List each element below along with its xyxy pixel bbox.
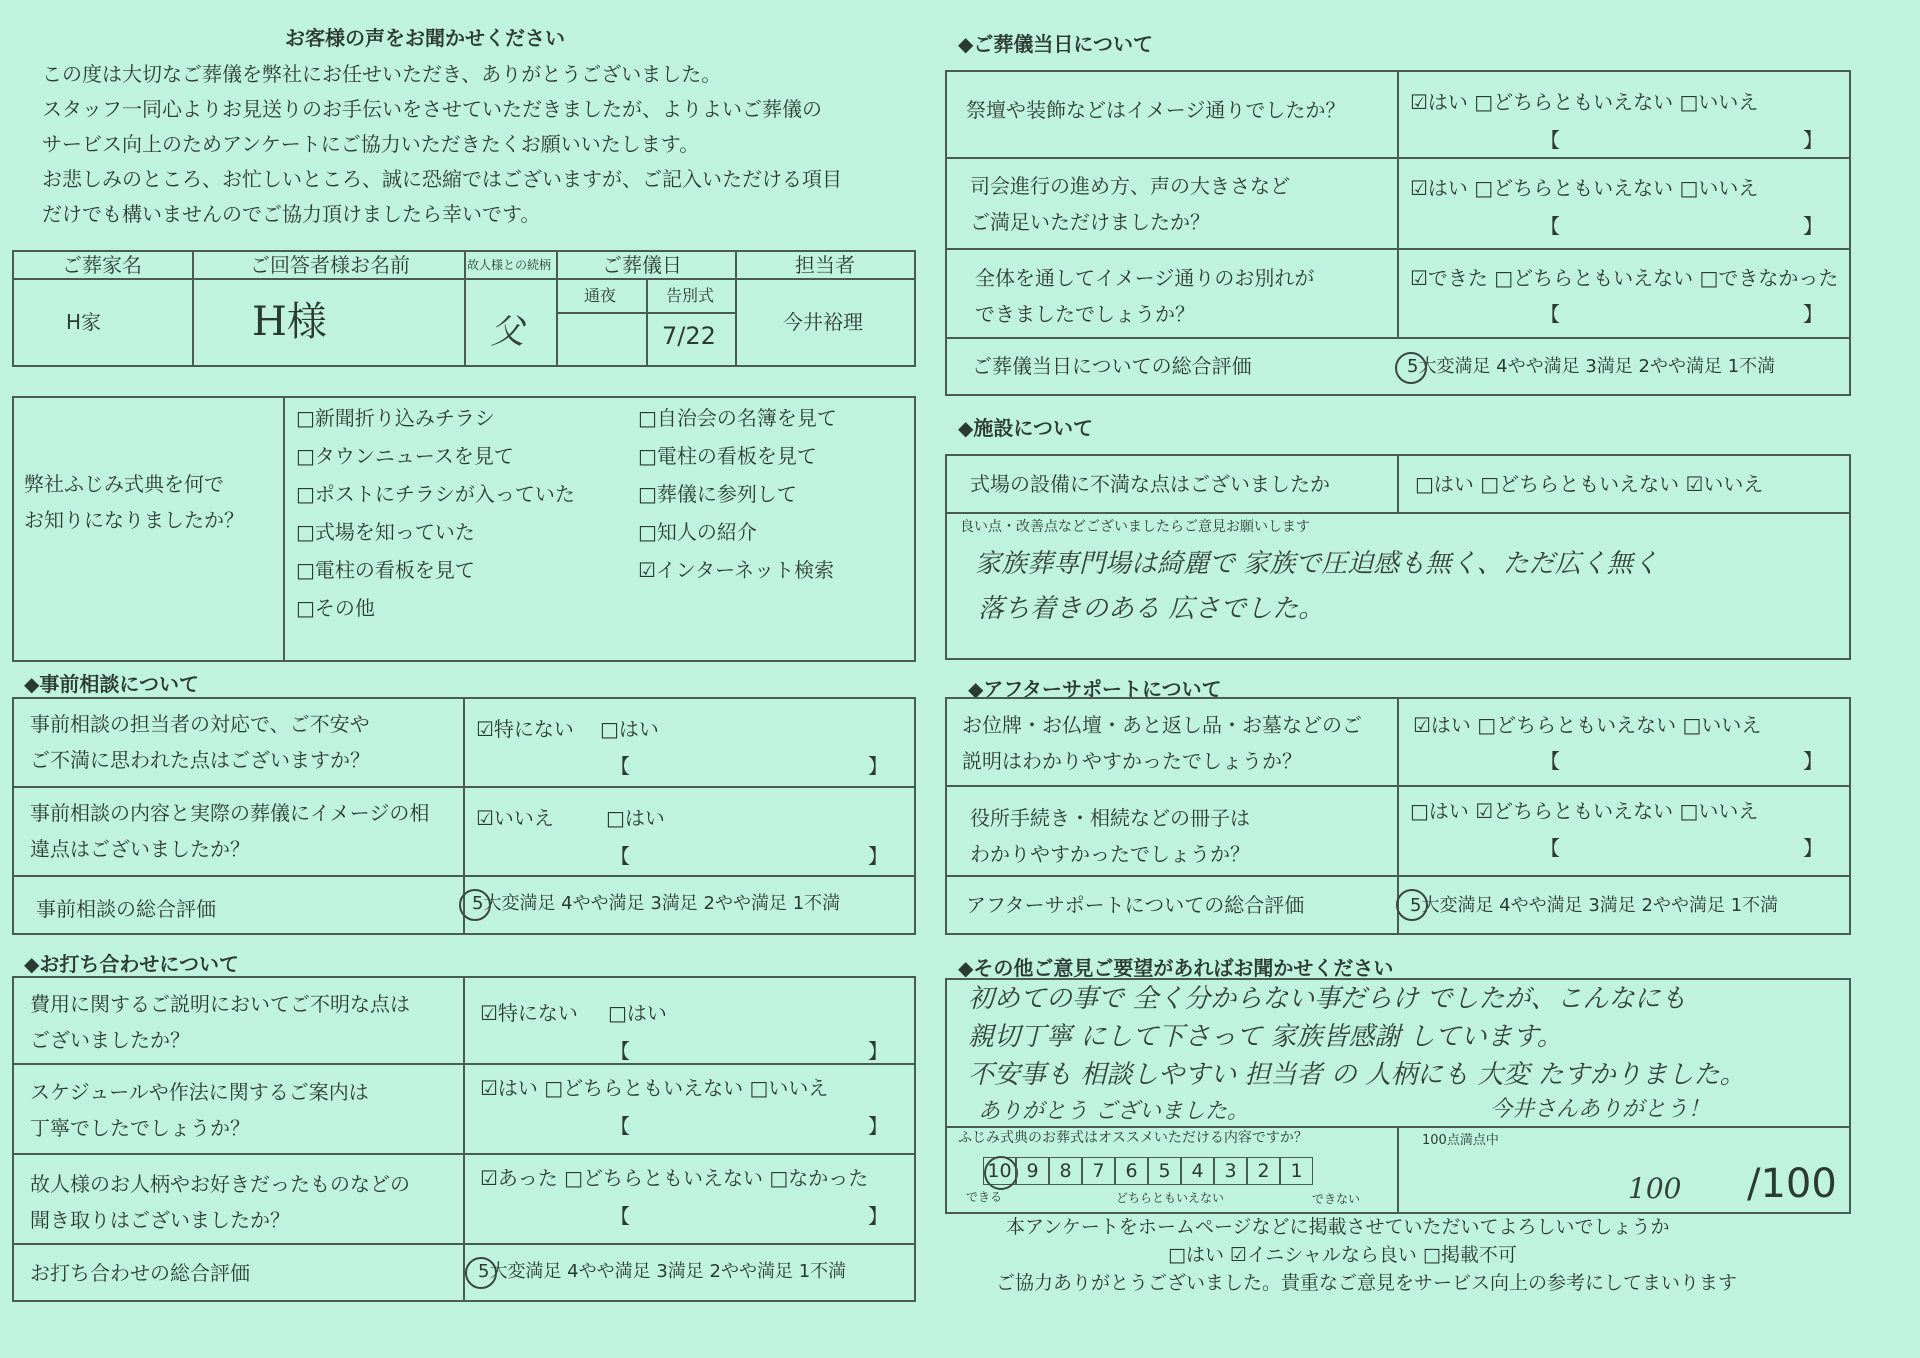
meeting-rating-scale[interactable]: 5大変満足 4やや満足 3満足 2やや満足 1不満 (478, 1261, 847, 1282)
value-relation: 父 (490, 312, 524, 352)
source-option-1[interactable]: □新聞折り込みチラシ (296, 406, 495, 430)
other-title: ◆その他ご意見ご要望があればお聞かせください (958, 956, 1394, 980)
intro-line-3: サービス向上のためアンケートにご協力いただきたくお願いいたします。 (42, 132, 700, 156)
recommend-digit-7[interactable]: 7 (1082, 1157, 1115, 1185)
footer-question: 本アンケートをホームページなどに掲載させていただいてよろしいでしょうか (1006, 1216, 1670, 1238)
funeral-day-q1-answer[interactable]: ☑はい □どちらともいえない □いいえ (1410, 90, 1759, 114)
intro-line-1: この度は大切なご葬儀を弊社にお任せいただき、ありがとうございました。 (42, 62, 722, 86)
survey-title: お客様の声をお聞かせください (285, 26, 565, 50)
other-line-1: 初めての事で 全く分からない事だらけ でしたが、こんなにも (968, 984, 1687, 1014)
footer-options[interactable]: □はい ☑イニシャルなら良い □掲載不可 (1168, 1244, 1517, 1266)
score-label: 100点満点中 (1422, 1133, 1499, 1148)
facility-comment-line-2: 落ち着きのある 広さでした。 (978, 594, 1325, 624)
score-max: /100 (1747, 1161, 1837, 1207)
funeral-day-q3: 全体を通してイメージ通りのお別れが できましたでしょうか？ (975, 266, 1315, 326)
pre-consult-rating-label: 事前相談の総合評価 (36, 897, 216, 921)
after-support-rating-scale[interactable]: 5大変満足 4やや満足 3満足 2やや満足 1不満 (1410, 895, 1779, 916)
intro-line-4: お悲しみのところ、お忙しいところ、誠に恐縮ではございますが、ご記入いただける項目 (42, 167, 842, 191)
funeral-day-q1: 祭壇や装飾などはイメージ通りでしたか？ (966, 98, 1346, 122)
recommend-digit-2[interactable]: 2 (1247, 1157, 1280, 1185)
meeting-q1: 費用に関するご説明においてご不明な点は ございましたか？ (30, 992, 410, 1052)
facility-q1-answer[interactable]: □はい □どちらともいえない ☑いいえ (1415, 472, 1764, 496)
facility-q1: 式場の設備に不満な点はございましたか (970, 472, 1330, 496)
source-option-4[interactable]: □式場を知っていた (296, 520, 475, 544)
value-respondent: H様 (252, 299, 327, 345)
meeting-rating-circle (465, 1257, 497, 1289)
header-wake: 通夜 (584, 286, 617, 305)
pre-consult-rating-circle (459, 889, 491, 921)
recommend-digit-9[interactable]: 9 (1016, 1157, 1049, 1185)
pre-consult-q1-a1[interactable]: ☑特にない (476, 717, 574, 741)
funeral-day-title: ◆ご葬儀当日について (958, 32, 1153, 56)
funeral-day-q3-answer[interactable]: ☑できた □どちらともいえない □できなかった (1410, 266, 1839, 290)
header-respondent: ご回答者様お名前 (250, 253, 410, 277)
recommend-left-label: できる (966, 1190, 1003, 1204)
recommend-right-label: できない (1312, 1192, 1361, 1206)
meeting-q2: スケジュールや作法に関するご案内は 丁寧でしたでしょうか？ (30, 1080, 369, 1140)
facility-comment-label: 良い点・改善点などございましたらご意見お願いします (960, 519, 1310, 535)
score-value: 100 (1628, 1172, 1682, 1205)
funeral-day-q2: 司会進行の進め方、声の大きさなど ご満足いただけましたか？ (970, 174, 1290, 234)
after-support-q1: お位牌・お仏壇・あと返し品・お墓などのご 説明はわかりやすかったでしょうか？ (962, 713, 1362, 773)
source-option-2[interactable]: □タウンニュースを見て (296, 444, 514, 468)
footer-thanks: ご協力ありがとうございました。貴重なご意見をサービス向上の参考にしてまいります (996, 1272, 1738, 1294)
source-option-5[interactable]: □電柱の看板を見て (296, 558, 475, 582)
meeting-q3-answer[interactable]: ☑あった □どちらともいえない □なかった (480, 1166, 869, 1190)
recommend-label: ふじみ式典のお葬式はオススメいただける内容ですか？ (958, 1130, 1308, 1146)
after-support-q1-answer[interactable]: ☑はい □どちらともいえない □いいえ (1413, 713, 1762, 737)
recommend-digit-6[interactable]: 6 (1115, 1157, 1148, 1185)
value-ceremony: 7/22 (662, 322, 716, 350)
recommend-digit-3[interactable]: 3 (1214, 1157, 1247, 1185)
recommend-digit-1[interactable]: 1 (1280, 1157, 1313, 1185)
funeral-day-rating-label: ご葬儀当日についての総合評価 (972, 354, 1252, 378)
funeral-day-q2-answer[interactable]: ☑はい □どちらともいえない □いいえ (1410, 176, 1759, 200)
source-option-6[interactable]: □その他 (296, 596, 375, 620)
other-line-3: 不安事も 相談しやすい 担当者 の 人柄にも 大変 たすかりました。 (968, 1060, 1746, 1090)
intro-line-2: スタッフ一同心よりお見送りのお手伝いをさせていただきましたが、よりよいご葬儀の (42, 97, 822, 121)
meeting-title: ◆お打ち合わせについて (24, 952, 239, 976)
header-relation: 故人様との続柄 (467, 258, 552, 272)
header-date: ご葬儀日 (602, 253, 682, 277)
meeting-q1-a1[interactable]: ☑特にない (480, 1001, 578, 1025)
recommend-circle (984, 1156, 1018, 1190)
source-question: 弊社ふじみ式典を何で お知りになりましたか？ (24, 472, 244, 532)
other-signature: 今井さんありがとう！ (1490, 1097, 1711, 1122)
source-option-3[interactable]: □ポストにチラシが入っていた (296, 482, 575, 506)
after-support-rating-circle (1396, 889, 1428, 921)
source-option-11[interactable]: ☑インターネット検索 (638, 558, 835, 582)
pre-consult-q1: 事前相談の担当者の対応で、ご不安や ご不満に思われた点はございますか？ (30, 712, 370, 772)
after-support-title: ◆アフターサポートについて (968, 677, 1222, 701)
pre-consult-q1-a2[interactable]: □はい (600, 717, 659, 741)
after-support-q2: 役所手続き・相続などの冊子は わかりやすかったでしょうか？ (970, 806, 1250, 866)
facility-comment-line-1: 家族葬専門場は綺麗で 家族で圧迫感も無く、ただ広く無く (975, 549, 1659, 579)
header-staff: 担当者 (795, 253, 855, 277)
meeting-q3: 故人様のお人柄やお好きだったものなどの 聞き取りはございましたか？ (30, 1172, 410, 1232)
pre-consult-q2-a1[interactable]: ☑いいえ (476, 806, 554, 830)
pre-consult-q2: 事前相談の内容と実際の葬儀にイメージの相 違点はございましたか？ (30, 801, 430, 861)
recommend-mid-label: どちらともいえない (1116, 1191, 1225, 1205)
pre-consult-rating-scale[interactable]: 5大変満足 4やや満足 3満足 2やや満足 1不満 (472, 893, 841, 914)
meeting-q1-a2[interactable]: □はい (608, 1001, 667, 1025)
source-option-10[interactable]: □知人の紹介 (638, 520, 757, 544)
recommend-digit-10[interactable]: 10 (983, 1157, 1016, 1185)
other-line-2: 親切丁寧 にして下さって 家族皆感謝 しています。 (968, 1022, 1563, 1052)
recommend-digit-8[interactable]: 8 (1049, 1157, 1082, 1185)
other-line-4: ありがとう ございました。 (978, 1099, 1249, 1124)
header-family: ご葬家名 (62, 253, 142, 277)
pre-consult-q2-a2[interactable]: □はい (606, 806, 665, 830)
meeting-rating-label: お打ち合わせの総合評価 (30, 1261, 250, 1285)
source-option-8[interactable]: □電柱の看板を見て (638, 444, 817, 468)
meeting-q2-answer[interactable]: ☑はい □どちらともいえない □いいえ (480, 1076, 829, 1100)
pre-consult-title: ◆事前相談について (24, 672, 199, 696)
intro-line-5: だけでも構いませんのでご協力頂けましたら幸いです。 (42, 202, 541, 226)
source-option-9[interactable]: □葬儀に参列して (638, 482, 797, 506)
recommend-digit-5[interactable]: 5 (1148, 1157, 1181, 1185)
header-ceremony: 告別式 (666, 286, 715, 305)
after-support-rating-label: アフターサポートについての総合評価 (966, 893, 1305, 917)
facility-title: ◆施設について (958, 416, 1093, 440)
after-support-q2-answer[interactable]: □はい ☑どちらともいえない □いいえ (1410, 799, 1759, 823)
source-option-7[interactable]: □自治会の名簿を見て (638, 406, 837, 430)
value-staff: 今井裕理 (783, 310, 863, 334)
value-family: H家 (66, 310, 102, 334)
funeral-day-rating-circle (1395, 352, 1427, 384)
recommend-digit-4[interactable]: 4 (1181, 1157, 1214, 1185)
funeral-day-rating-scale[interactable]: 5大変満足 4やや満足 3満足 2やや満足 1不満 (1407, 356, 1776, 377)
